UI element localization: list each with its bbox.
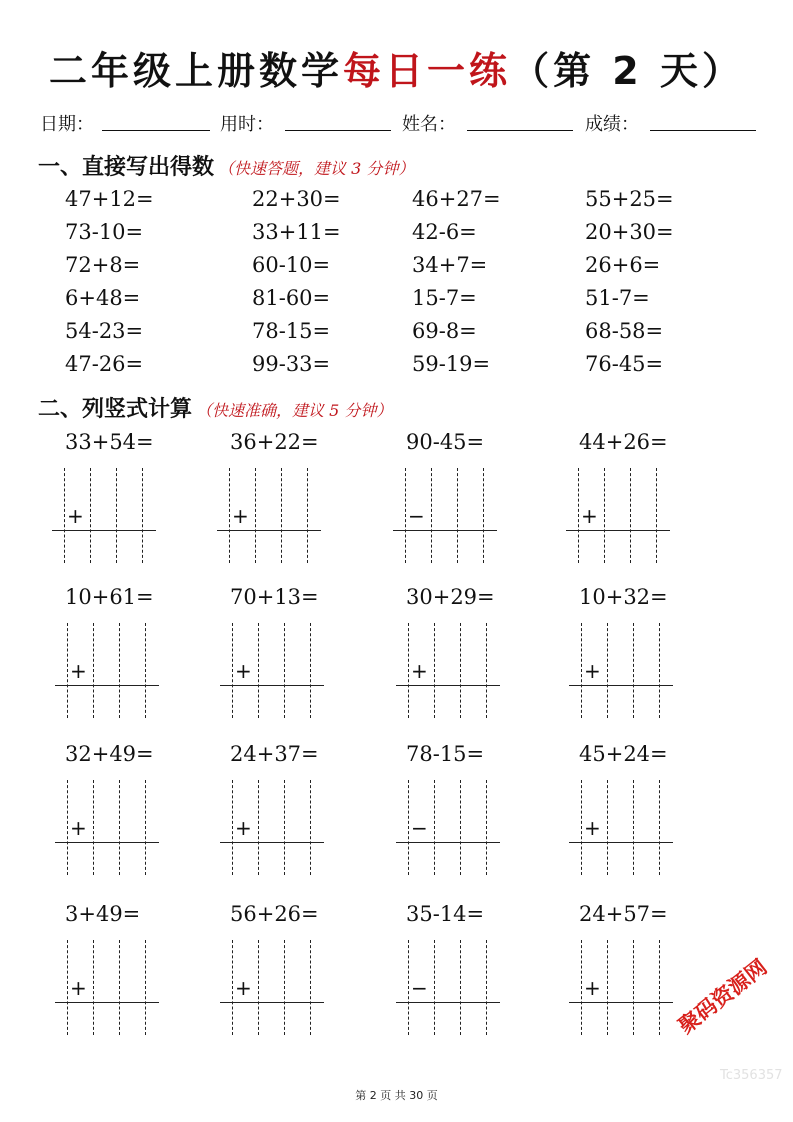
vertical-calc-frame[interactable] — [396, 780, 500, 875]
vertical-problem: 36+22= — [230, 430, 319, 454]
dashed-column-line — [405, 468, 406, 563]
info-label-score: 成绩： — [585, 114, 639, 135]
vertical-problem: 56+26= — [230, 902, 319, 926]
dashed-column-line — [119, 940, 120, 1035]
title-black: 二年级上册数学 — [49, 49, 344, 93]
mental-problem: 26+6= — [585, 253, 661, 277]
vertical-problem: 35-14= — [406, 902, 485, 926]
dashed-column-line — [659, 623, 660, 718]
operator-sign: − — [411, 816, 428, 840]
dashed-column-line — [431, 468, 432, 563]
section2-hint: （快速准确，建议 5 分钟） — [196, 401, 393, 420]
dashed-column-line — [93, 780, 94, 875]
name-blank[interactable] — [467, 130, 573, 131]
vertical-problem: 70+13= — [230, 585, 319, 609]
operator-sign: + — [235, 976, 252, 1000]
vertical-problem: 33+54= — [65, 430, 154, 454]
section1-hint: （快速答题，建议 3 分钟） — [218, 159, 415, 178]
result-line — [220, 685, 324, 686]
dashed-column-line — [656, 468, 657, 563]
vertical-calc-frame[interactable] — [220, 940, 324, 1035]
dashed-column-line — [486, 940, 487, 1035]
dashed-column-line — [310, 940, 311, 1035]
vertical-problem: 24+37= — [230, 742, 319, 766]
time-blank[interactable] — [285, 130, 391, 131]
dashed-column-line — [307, 468, 308, 563]
dashed-column-line — [604, 468, 605, 563]
mental-problem: 78-15= — [252, 319, 331, 343]
mental-problem: 33+11= — [252, 220, 341, 244]
dashed-column-line — [119, 780, 120, 875]
watermark-red: 聚码资源网 — [673, 954, 772, 1039]
dashed-column-line — [457, 468, 458, 563]
result-line — [220, 1002, 324, 1003]
vertical-problem: 10+61= — [65, 585, 154, 609]
dashed-column-line — [284, 623, 285, 718]
operator-sign: + — [411, 659, 428, 683]
mental-problem: 54-23= — [65, 319, 144, 343]
vertical-problem: 44+26= — [579, 430, 668, 454]
mental-problem: 76-45= — [585, 352, 664, 376]
operator-sign: + — [70, 816, 87, 840]
dashed-column-line — [232, 780, 233, 875]
dashed-column-line — [284, 780, 285, 875]
result-line — [220, 842, 324, 843]
mental-problem: 99-33= — [252, 352, 331, 376]
vertical-problem: 78-15= — [406, 742, 485, 766]
result-line — [55, 842, 159, 843]
mental-problem: 15-7= — [412, 286, 477, 310]
mental-problem: 47+12= — [65, 187, 154, 211]
title-rest: （第 2 天） — [511, 49, 744, 93]
section2-heading — [38, 392, 392, 423]
operator-sign: + — [232, 504, 249, 528]
vertical-problem: 30+29= — [406, 585, 495, 609]
vertical-calc-frame[interactable] — [569, 623, 673, 718]
dashed-column-line — [255, 468, 256, 563]
dashed-column-line — [232, 623, 233, 718]
section1-title: 一、直接写出得数 — [38, 155, 215, 180]
vertical-calc-frame[interactable] — [566, 468, 670, 563]
mental-problem: 6+48= — [65, 286, 141, 310]
vertical-problem: 10+32= — [579, 585, 668, 609]
mental-problem: 34+7= — [412, 253, 488, 277]
dashed-column-line — [460, 780, 461, 875]
vertical-problem: 24+57= — [579, 902, 668, 926]
dashed-column-line — [145, 780, 146, 875]
result-line — [569, 842, 673, 843]
vertical-problem: 3+49= — [65, 902, 141, 926]
score-blank[interactable] — [650, 130, 756, 131]
vertical-calc-frame[interactable] — [55, 940, 159, 1035]
watermark-gray: Tc356357 — [720, 1068, 783, 1083]
dashed-column-line — [633, 940, 634, 1035]
result-line — [55, 1002, 159, 1003]
dashed-column-line — [145, 623, 146, 718]
dashed-column-line — [64, 468, 65, 563]
section1-heading — [38, 150, 414, 181]
vertical-problem: 32+49= — [65, 742, 154, 766]
vertical-calc-frame[interactable] — [217, 468, 321, 563]
dashed-column-line — [310, 780, 311, 875]
dashed-column-line — [232, 940, 233, 1035]
mental-problem: 59-19= — [412, 352, 491, 376]
operator-sign: + — [584, 816, 601, 840]
mental-problem: 47-26= — [65, 352, 144, 376]
dashed-column-line — [67, 780, 68, 875]
vertical-calc-frame[interactable] — [396, 623, 500, 718]
result-line — [396, 685, 500, 686]
operator-sign: + — [235, 659, 252, 683]
info-label-time: 用时： — [220, 114, 274, 135]
dashed-column-line — [258, 940, 259, 1035]
mental-problem: 72+8= — [65, 253, 141, 277]
page-footer: 第 2 页 共 30 页 — [355, 1089, 438, 1102]
operator-sign: + — [581, 504, 598, 528]
page-title — [0, 40, 793, 95]
info-label-name: 姓名： — [402, 114, 456, 135]
dashed-column-line — [281, 468, 282, 563]
result-line — [393, 530, 497, 531]
info-label-date: 日期： — [40, 114, 94, 135]
result-line — [217, 530, 321, 531]
result-line — [396, 1002, 500, 1003]
dashed-column-line — [310, 623, 311, 718]
dashed-column-line — [258, 780, 259, 875]
mental-problem: 46+27= — [412, 187, 501, 211]
mental-problem: 68-58= — [585, 319, 664, 343]
dashed-column-line — [460, 623, 461, 718]
dashed-column-line — [581, 940, 582, 1035]
dashed-column-line — [607, 623, 608, 718]
mental-problem: 22+30= — [252, 187, 341, 211]
dashed-column-line — [486, 623, 487, 718]
dashed-column-line — [607, 940, 608, 1035]
info-row — [40, 110, 760, 136]
vertical-problem: 45+24= — [579, 742, 668, 766]
dashed-column-line — [408, 940, 409, 1035]
result-line — [52, 530, 156, 531]
dashed-column-line — [67, 623, 68, 718]
vertical-calc-frame[interactable] — [55, 623, 159, 718]
result-line — [569, 685, 673, 686]
dashed-column-line — [408, 623, 409, 718]
dashed-column-line — [229, 468, 230, 563]
dashed-column-line — [90, 468, 91, 563]
dashed-column-line — [93, 623, 94, 718]
dashed-column-line — [434, 780, 435, 875]
vertical-calc-frame[interactable] — [396, 940, 500, 1035]
operator-sign: + — [235, 816, 252, 840]
result-line — [569, 1002, 673, 1003]
operator-sign: − — [411, 976, 428, 1000]
dashed-column-line — [486, 780, 487, 875]
operator-sign: + — [584, 659, 601, 683]
dashed-column-line — [483, 468, 484, 563]
mental-problem: 73-10= — [65, 220, 144, 244]
section2-title: 二、列竖式计算 — [38, 397, 193, 422]
operator-sign: + — [70, 659, 87, 683]
mental-problem: 60-10= — [252, 253, 331, 277]
mental-problem: 69-8= — [412, 319, 477, 343]
dashed-column-line — [630, 468, 631, 563]
dashed-column-line — [581, 623, 582, 718]
dashed-column-line — [116, 468, 117, 563]
dashed-column-line — [258, 623, 259, 718]
operator-sign: + — [70, 976, 87, 1000]
dashed-column-line — [633, 623, 634, 718]
date-blank[interactable] — [102, 130, 210, 131]
dashed-column-line — [145, 940, 146, 1035]
vertical-calc-frame[interactable] — [393, 468, 497, 563]
result-line — [566, 530, 670, 531]
operator-sign: − — [408, 504, 425, 528]
dashed-column-line — [93, 940, 94, 1035]
operator-sign: + — [584, 976, 601, 1000]
mental-problem: 20+30= — [585, 220, 674, 244]
result-line — [55, 685, 159, 686]
dashed-column-line — [408, 780, 409, 875]
dashed-column-line — [67, 940, 68, 1035]
title-red: 每日一练 — [343, 49, 512, 93]
dashed-column-line — [659, 780, 660, 875]
dashed-column-line — [119, 623, 120, 718]
dashed-column-line — [434, 623, 435, 718]
operator-sign: + — [67, 504, 84, 528]
mental-problem: 81-60= — [252, 286, 331, 310]
vertical-calc-frame[interactable] — [220, 623, 324, 718]
result-line — [396, 842, 500, 843]
dashed-column-line — [284, 940, 285, 1035]
vertical-calc-frame[interactable] — [569, 780, 673, 875]
dashed-column-line — [142, 468, 143, 563]
mental-problem: 51-7= — [585, 286, 650, 310]
dashed-column-line — [633, 780, 634, 875]
vertical-problem: 90-45= — [406, 430, 485, 454]
dashed-column-line — [434, 940, 435, 1035]
mental-problem: 55+25= — [585, 187, 674, 211]
vertical-calc-frame[interactable] — [55, 780, 159, 875]
dashed-column-line — [607, 780, 608, 875]
dashed-column-line — [581, 780, 582, 875]
dashed-column-line — [460, 940, 461, 1035]
dashed-column-line — [578, 468, 579, 563]
vertical-calc-frame[interactable] — [569, 940, 673, 1035]
vertical-calc-frame[interactable] — [52, 468, 156, 563]
vertical-calc-frame[interactable] — [220, 780, 324, 875]
dashed-column-line — [659, 940, 660, 1035]
mental-problem: 42-6= — [412, 220, 477, 244]
